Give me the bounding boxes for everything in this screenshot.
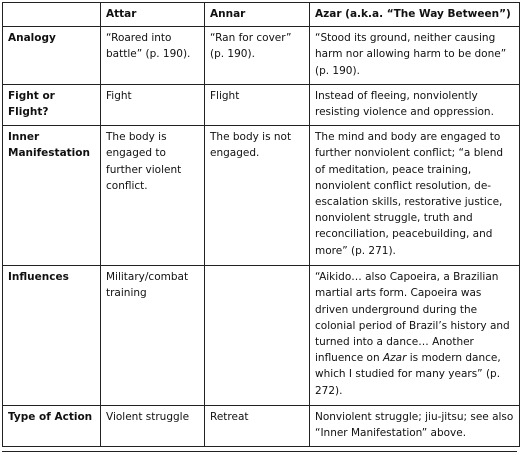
table-row <box>3 27 520 85</box>
cell-annar <box>205 266 310 406</box>
table-row <box>3 266 520 406</box>
cell-azar <box>310 266 520 406</box>
cell-annar: Flight <box>205 85 310 126</box>
cell-attar: Military/combat training <box>101 266 205 406</box>
cell-azar: Nonviolent struggle; jiu-jitsu; see also “Inner Manifestation” above. <box>310 406 520 446</box>
cell-annar: The body is not engaged. <box>205 126 310 266</box>
table-row <box>3 85 520 126</box>
header-corner <box>3 3 101 27</box>
table-row <box>3 406 520 446</box>
header-attar: Attar <box>101 3 205 27</box>
header-row <box>3 3 520 27</box>
table-row <box>3 126 520 266</box>
azar-influences-text-end: is modern dance, which I studied for many years” (p. 272). <box>315 352 501 397</box>
cell-azar: Instead of fleeing, nonviolently resisting violence and oppression. <box>310 85 520 126</box>
cell-attar: “Roared into battle” (p. 190). <box>101 27 205 85</box>
header-azar: Azar (a.k.a. “The Way Between”) <box>310 3 520 27</box>
header-annar: Annar <box>205 3 310 27</box>
cell-attar: Fight <box>101 85 205 126</box>
row-label-type-of-action: Type of Action <box>3 406 101 446</box>
cell-azar: “Stood its ground, neither causing harm nor allowing harm to be done” (p. 190). <box>310 27 520 85</box>
azar-influences-italic-term: Azar <box>382 352 407 365</box>
row-label-inner-manifestation: Inner Manifestation <box>3 126 101 266</box>
cell-annar: Retreat <box>205 406 310 446</box>
row-label-analogy: Analogy <box>3 27 101 85</box>
row-label-fight-or-flight: Fight or Flight? <box>3 85 101 126</box>
cell-annar: “Ran for cover” (p. 190). <box>205 27 310 85</box>
comparison-table <box>2 2 520 447</box>
bottom-divider <box>2 451 517 452</box>
row-label-influences: Influences <box>3 266 101 406</box>
cell-attar: Violent struggle <box>101 406 205 446</box>
cell-attar: The body is engaged to further violent conflict. <box>101 126 205 266</box>
azar-influences-text-start: “Aikido… also Capoeira, a Brazilian martial arts form. Capoeira was driven underground during the colonial period of Brazil’s history and turned into a dance… Another influence on <box>315 271 510 365</box>
cell-azar: The mind and body are engaged to further nonviolent conflict; “a blend of meditation, peace training, nonviolent conflict resolution, de-escalation skills, restorative justice, nonviolent struggle, truth and reconciliation, peacebuilding, and more” (p. 271). <box>310 126 520 266</box>
